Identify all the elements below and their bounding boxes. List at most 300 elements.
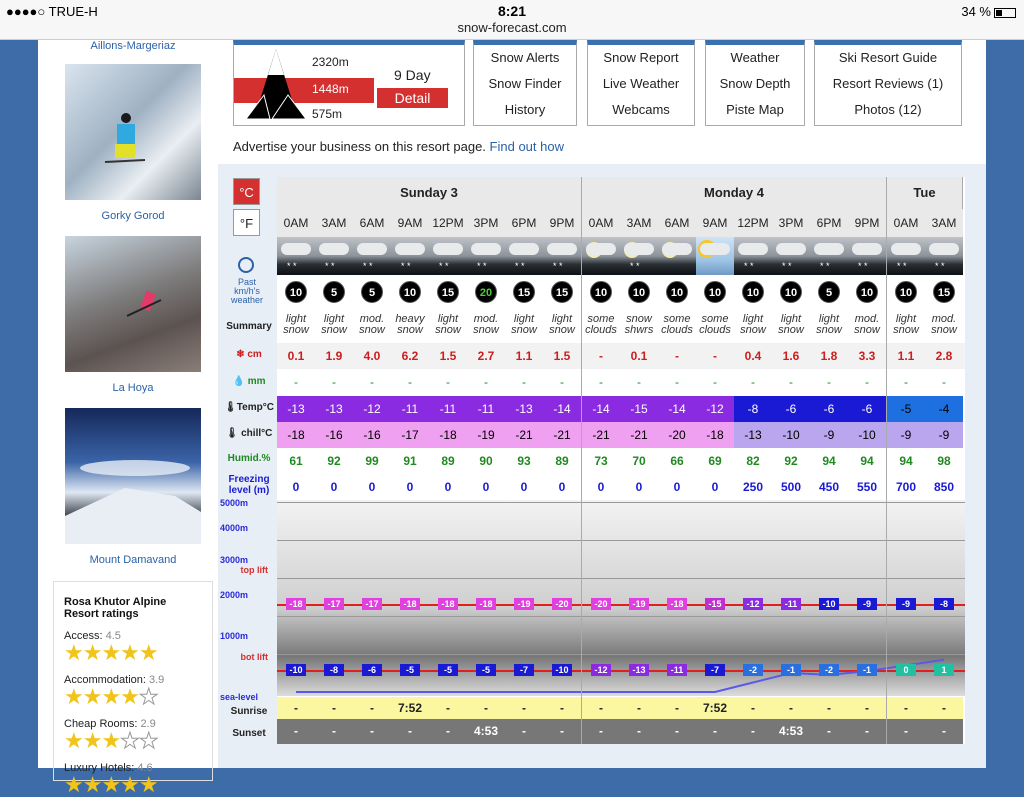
sidebar	[38, 40, 218, 797]
hour-label: 12PM	[429, 209, 467, 237]
bottom-lift-temp: -5	[476, 664, 496, 676]
top-lift-temp: -9	[857, 598, 877, 610]
snow-finder-link[interactable]: Snow Finder	[488, 76, 562, 91]
weather-icon: * *	[391, 237, 429, 275]
wind-arrow-icon: 15	[513, 281, 535, 303]
rating-value: 2.9	[140, 718, 156, 730]
star-rating: ★★★★★	[64, 772, 158, 797]
top-lift-temp: -19	[514, 598, 534, 610]
humid-cell: 92	[327, 454, 341, 468]
hour-label: 3AM	[925, 209, 963, 237]
sunset-cell: -	[543, 719, 581, 744]
sunrise-cell: -	[658, 697, 696, 719]
top-lift-temp: -12	[743, 598, 763, 610]
humid-cell: 94	[899, 454, 913, 468]
summary-cell: light snow	[893, 313, 919, 336]
sunset-cell: -	[925, 719, 963, 744]
summary-cell: light snow	[435, 313, 461, 336]
humid-cell: 89	[441, 454, 455, 468]
bottom-lift-temp: -5	[400, 664, 420, 676]
wind-cell	[505, 277, 543, 307]
weather-icon	[696, 237, 734, 275]
humid-cell: 89	[555, 454, 569, 468]
resort-caption[interactable]: Gorky Gorod	[101, 210, 165, 222]
clock-icon[interactable]	[238, 257, 254, 273]
temp-cell: -14	[658, 396, 696, 422]
top-lift-temp: -18	[476, 598, 496, 610]
wind-cell	[734, 277, 772, 307]
past-weather-link[interactable]	[222, 278, 272, 305]
wind-arrow-icon: 10	[895, 281, 917, 303]
star-rating: ★★★★★	[64, 728, 158, 753]
celsius-toggle[interactable]: °C	[233, 178, 260, 205]
sunset-cell: -	[696, 719, 734, 744]
hour-label: 0AM	[582, 209, 620, 237]
rating-label: Cheap Rooms:	[64, 718, 141, 730]
sunset-cell: -	[353, 719, 391, 744]
sunset-cell: -	[391, 719, 429, 744]
sunrise-cell: -	[543, 697, 581, 719]
summary-cell: light snow	[511, 313, 537, 336]
sunrise-cell: 7:52	[696, 697, 734, 719]
humid-cell: 94	[860, 454, 874, 468]
top-lift-temp: -11	[781, 598, 801, 610]
weather-icon: * *	[543, 237, 581, 275]
summary-cell: snow shwrs	[624, 313, 654, 336]
chill-cell: -19	[467, 422, 505, 448]
battery-percent: 34 %	[961, 4, 991, 19]
rating-label: Accommodation:	[64, 674, 149, 686]
wind-arrow-icon: 10	[856, 281, 878, 303]
temp-row-label: 🌡Temp°C	[224, 402, 274, 413]
bottom-lift-temp: -7	[514, 664, 534, 676]
temp-cell: -6	[810, 396, 848, 422]
top-lift-temp: -19	[629, 598, 649, 610]
chill-row-label: 🌡 chill°C	[225, 428, 273, 439]
summary-cell: mod. snow	[931, 313, 957, 336]
rating-value: 4.5	[105, 630, 121, 642]
humid-cell: 92	[784, 454, 798, 468]
wind-cell	[429, 277, 467, 307]
snow-cell: 0.4	[744, 349, 762, 363]
sunrise-cell: 7:52	[391, 697, 429, 719]
freezing-cell: 0	[711, 480, 719, 494]
weather-icon: * *	[353, 237, 391, 275]
rain-cell: -	[560, 375, 564, 389]
advert-text: Advertise your business on this resort page.	[233, 139, 486, 154]
summary-cell: mod. snow	[359, 313, 385, 336]
snow-cell: 6.2	[401, 349, 419, 363]
page	[38, 40, 986, 797]
hour-label: 0AM	[887, 209, 925, 237]
chill-cell: -10	[848, 422, 886, 448]
weather-icon: * *	[315, 237, 353, 275]
rating-item	[64, 674, 202, 708]
sunrise-cell: -	[734, 697, 772, 719]
webcams-link[interactable]: Webcams	[612, 102, 670, 117]
rain-cell: -	[484, 375, 488, 389]
weather-icon: * *	[734, 237, 772, 275]
bottom-lift-temp: -8	[324, 664, 344, 676]
sunrise-cell: -	[848, 697, 886, 719]
bottom-lift-temp: -13	[629, 664, 649, 676]
chill-cell: -21	[543, 422, 581, 448]
sunset-cell: -	[734, 719, 772, 744]
wind-arrow-icon: 10	[780, 281, 802, 303]
snow-unit: cm	[247, 349, 262, 360]
resort-caption[interactable]: Mount Damavand	[89, 554, 177, 566]
temp-unit: Temp°C	[236, 402, 274, 413]
chill-cell: -18	[277, 422, 315, 448]
chart-label-4000: 4000m	[220, 523, 249, 533]
snow-cell: 1.1	[897, 349, 915, 363]
elevation-bottom: 575m	[312, 107, 343, 121]
rain-cell: -	[713, 375, 717, 389]
wind-cell	[810, 277, 848, 307]
chill-cell: -18	[429, 422, 467, 448]
humid-cell: 91	[403, 454, 417, 468]
bottom-lift-temp: 0	[896, 664, 916, 676]
rain-cell: -	[446, 375, 450, 389]
bottom-lift-temp: -2	[819, 664, 839, 676]
hour-label: 12PM	[734, 209, 772, 237]
chill-cell: -21	[620, 422, 658, 448]
snow-alerts-link[interactable]: Snow Alerts	[490, 50, 560, 65]
rain-cell: -	[942, 375, 946, 389]
day-header: Sunday 3	[277, 177, 582, 209]
hour-label: 3AM	[315, 209, 353, 237]
clock: 8:21	[497, 3, 527, 19]
ratings-panel	[53, 581, 213, 797]
top-lift-temp: -9	[896, 598, 916, 610]
freezing-cell: 0	[330, 480, 338, 494]
chill-cell: -9	[887, 422, 925, 448]
chart-label-sea-level: sea-level	[220, 692, 259, 702]
humid-cell: 99	[365, 454, 379, 468]
bottom-lift-temp: -5	[438, 664, 458, 676]
temp-cell: -12	[696, 396, 734, 422]
summary-cell: mod. snow	[473, 313, 499, 336]
humid-cell: 82	[746, 454, 760, 468]
chill-cell: -13	[734, 422, 772, 448]
rating-value: 3.9	[148, 674, 165, 686]
sunrise-cell: -	[277, 697, 315, 719]
weather-icon: * *	[887, 237, 925, 275]
ratings-title: Rosa Khutor Alpine Resort ratings	[64, 596, 167, 620]
summary-cell: light snow	[321, 313, 347, 336]
wind-cell	[772, 277, 810, 307]
rating-item	[64, 630, 202, 664]
wind-cell	[848, 277, 886, 307]
chart-label-bot-lift: bot lift	[240, 652, 268, 662]
rain-cell: -	[294, 375, 298, 389]
bottom-lift-temp: -10	[286, 664, 306, 676]
rating-item	[64, 718, 202, 752]
rain-cell: -	[675, 375, 679, 389]
snow-cell: 2.7	[477, 349, 495, 363]
rain-cell: -	[370, 375, 374, 389]
links-box-2	[587, 40, 695, 126]
sunset-cell: -	[848, 719, 886, 744]
top-lift-temp: -17	[362, 598, 382, 610]
kmh-label: km/h's	[234, 286, 260, 296]
sunset-cell: -	[277, 719, 315, 744]
hour-label: 6AM	[658, 209, 696, 237]
wind-cell	[658, 277, 696, 307]
temp-cell: -15	[620, 396, 658, 422]
sunset-cell: -	[887, 719, 925, 744]
photos-link[interactable]: Photos (12)	[854, 102, 922, 117]
sunrise-cell: -	[620, 697, 658, 719]
elevation-mid: 1448m	[312, 82, 349, 96]
hour-label: 9PM	[848, 209, 886, 237]
piste-map-link[interactable]: Piste Map	[726, 102, 784, 117]
skier-image	[65, 236, 201, 372]
hour-label: 6PM	[810, 209, 848, 237]
hour-label: 3PM	[467, 209, 505, 237]
weather-icon: * *	[429, 237, 467, 275]
temp-cell: -8	[734, 396, 772, 422]
top-lift-temp: -20	[591, 598, 611, 610]
bottom-lift-temp: 1	[934, 664, 954, 676]
snow-row-label: ❄ cm	[236, 349, 262, 360]
bottom-lift-temp: -11	[667, 664, 687, 676]
snow-cell: 1.1	[515, 349, 533, 363]
bottom-lift-temp: -7	[705, 664, 725, 676]
ski-resort-guide-link[interactable]: Ski Resort Guide	[838, 50, 938, 65]
sunset-cell: -	[315, 719, 353, 744]
chill-cell: -21	[582, 422, 620, 448]
snow-report-link[interactable]: Snow Report	[603, 50, 679, 65]
elevation-top: 2320m	[312, 55, 349, 69]
snow-cell: 4.0	[363, 349, 381, 363]
day-separator	[581, 177, 582, 744]
humid-cell: 61	[289, 454, 303, 468]
chart-label-2000: 2000m	[220, 590, 249, 600]
wind-arrow-icon: 10	[704, 281, 726, 303]
wind-cell	[543, 277, 581, 307]
temp-cell: -6	[848, 396, 886, 422]
wind-arrow-icon: 15	[551, 281, 573, 303]
temp-cell: -6	[772, 396, 810, 422]
wind-arrow-icon: 5	[818, 281, 840, 303]
freezing-cell: 0	[520, 480, 528, 494]
sunset-cell: 4:53	[772, 719, 810, 744]
bottom-lift-temp: -1	[781, 664, 801, 676]
carrier: ●●●●○ TRUE-H	[6, 4, 98, 19]
sunrise-cell: -	[582, 697, 620, 719]
chill-cell: -17	[391, 422, 429, 448]
resort-photo[interactable]	[65, 408, 201, 544]
temp-cell: -13	[505, 396, 543, 422]
weather-icon: * *	[505, 237, 543, 275]
weather-icon: * *	[620, 237, 658, 275]
day-header: Monday 4	[582, 177, 887, 209]
temp-cell: -14	[582, 396, 620, 422]
weather-icon: * *	[277, 237, 315, 275]
sunset-cell: -	[429, 719, 467, 744]
wind-arrow-icon: 10	[285, 281, 307, 303]
freezing-cell: 0	[368, 480, 376, 494]
chill-cell: -9	[810, 422, 848, 448]
rain-cell: -	[827, 375, 831, 389]
sunset-cell: -	[810, 719, 848, 744]
rain-cell: -	[522, 375, 526, 389]
snow-depth-link[interactable]: Snow Depth	[719, 76, 791, 91]
summary-cell: light snow	[740, 313, 766, 336]
hour-label: 0AM	[277, 209, 315, 237]
mountain-icon	[246, 49, 306, 125]
sunrise-cell: -	[925, 697, 963, 719]
freezing-cell: 0	[444, 480, 452, 494]
detail-button[interactable]: Detail	[377, 88, 448, 108]
resort-caption[interactable]: La Hoya	[112, 382, 154, 394]
wind-cell	[925, 277, 963, 307]
temp-cell: -13	[315, 396, 353, 422]
past-label: Past	[237, 277, 256, 287]
chart-label-3000: 3000m	[220, 555, 249, 565]
sunrise-cell: -	[315, 697, 353, 719]
forecast-grid	[277, 177, 965, 744]
snow-cell: -	[713, 349, 717, 363]
freezing-cell: 500	[780, 480, 802, 494]
chill-cell: -16	[353, 422, 391, 448]
humid-cell: 93	[517, 454, 531, 468]
chill-cell: -18	[696, 422, 734, 448]
sunset-cell: -	[620, 719, 658, 744]
resort-caption[interactable]: Aillons-Margeriaz	[90, 40, 176, 52]
rating-label: Luxury Hotels:	[64, 762, 138, 774]
url-bar[interactable]: snow-forecast.com	[457, 20, 567, 35]
freezing-cell: 0	[597, 480, 605, 494]
sunrise-cell: -	[429, 697, 467, 719]
rain-unit: mm	[247, 376, 266, 387]
rating-item	[64, 762, 202, 796]
chart-label-1000: 1000m	[220, 631, 249, 641]
weather-icon: * *	[848, 237, 886, 275]
wind-cell	[582, 277, 620, 307]
history-link[interactable]: History	[504, 102, 546, 117]
chill-cell: -9	[925, 422, 963, 448]
bottom-lift-temp: -2	[743, 664, 763, 676]
weather-icon: * *	[925, 237, 963, 275]
rain-cell: -	[637, 375, 641, 389]
humid-cell: 90	[479, 454, 493, 468]
wind-cell	[277, 277, 315, 307]
chill-cell: -16	[315, 422, 353, 448]
day-separator	[886, 177, 887, 744]
humid-cell: 73	[594, 454, 608, 468]
wind-cell	[620, 277, 658, 307]
summary-cell: heavy snow	[395, 313, 425, 336]
star-rating: ★★★★★	[64, 684, 158, 709]
hour-label: 3PM	[772, 209, 810, 237]
freezing-cell: 700	[895, 480, 917, 494]
freezing-cell: 0	[292, 480, 300, 494]
sunset-cell: -	[658, 719, 696, 744]
wind-arrow-icon: 10	[742, 281, 764, 303]
humid-cell: 94	[822, 454, 836, 468]
find-out-how-link[interactable]: Find out how	[489, 139, 564, 154]
freezing-cell: 0	[673, 480, 681, 494]
resort-reviews-link[interactable]: Resort Reviews (1)	[832, 76, 944, 91]
top-lift-temp: -15	[705, 598, 725, 610]
sunrise-row-label: Sunrise	[230, 706, 268, 717]
wind-cell	[696, 277, 734, 307]
wind-cell	[391, 277, 429, 307]
temp-cell: -14	[543, 396, 581, 422]
sunrise-cell: -	[810, 697, 848, 719]
freezing-cell: 450	[818, 480, 840, 494]
battery-icon	[994, 8, 1016, 18]
snow-cell: -	[599, 349, 603, 363]
summary-cell: light snow	[778, 313, 804, 336]
resort-photo[interactable]	[65, 64, 201, 200]
advert-line	[233, 139, 564, 154]
resort-photo[interactable]	[65, 236, 201, 372]
freezing-cell: 850	[933, 480, 955, 494]
weather-link[interactable]: Weather	[730, 50, 780, 65]
summary-cell: light snow	[816, 313, 842, 336]
snow-cell: 1.9	[325, 349, 343, 363]
rating-label: Access:	[64, 630, 106, 642]
wind-arrow-icon: 15	[437, 281, 459, 303]
bottom-lift-temp: -6	[362, 664, 382, 676]
wind-arrow-icon: 5	[361, 281, 383, 303]
sunset-cell: 4:53	[467, 719, 505, 744]
rain-cell: -	[789, 375, 793, 389]
rain-cell: -	[904, 375, 908, 389]
top-lift-temp: -8	[934, 598, 954, 610]
summary-row-label: Summary	[226, 321, 272, 332]
wind-cell	[467, 277, 505, 307]
rating-value: 4.6	[137, 762, 153, 774]
forecast-table	[218, 164, 986, 768]
rain-cell: -	[332, 375, 336, 389]
humid-cell: 66	[670, 454, 684, 468]
temp-cell: -13	[277, 396, 315, 422]
top-lift-temp: -18	[667, 598, 687, 610]
summary-cell: some clouds	[661, 313, 693, 336]
snow-cell: 0.1	[287, 349, 305, 363]
fahrenheit-toggle[interactable]: °F	[233, 209, 260, 236]
live-weather-link[interactable]: Live Weather	[602, 76, 680, 91]
humid-cell: 98	[937, 454, 951, 468]
snow-cell: 1.6	[782, 349, 800, 363]
snow-cell: 1.5	[439, 349, 457, 363]
hour-label: 9AM	[696, 209, 734, 237]
freezing-cell: 250	[742, 480, 764, 494]
weather-icon	[658, 237, 696, 275]
mountain-image	[65, 408, 201, 544]
status-bar	[0, 0, 1024, 40]
temp-cell: -12	[353, 396, 391, 422]
wind-arrow-icon: 10	[399, 281, 421, 303]
chill-cell: -20	[658, 422, 696, 448]
freezing-cell: 0	[558, 480, 566, 494]
summary-cell: some clouds	[699, 313, 731, 336]
snow-cell: 1.5	[553, 349, 571, 363]
weather-icon: * *	[810, 237, 848, 275]
humid-cell: 69	[708, 454, 722, 468]
wind-cell	[887, 277, 925, 307]
freezing-cell: 0	[635, 480, 643, 494]
temp-cell: -5	[887, 396, 925, 422]
rain-cell: -	[408, 375, 412, 389]
sunset-row-label: Sunset	[232, 728, 266, 739]
chart-label-top-lift: top lift	[240, 565, 268, 575]
summary-cell: mod. snow	[854, 313, 880, 336]
